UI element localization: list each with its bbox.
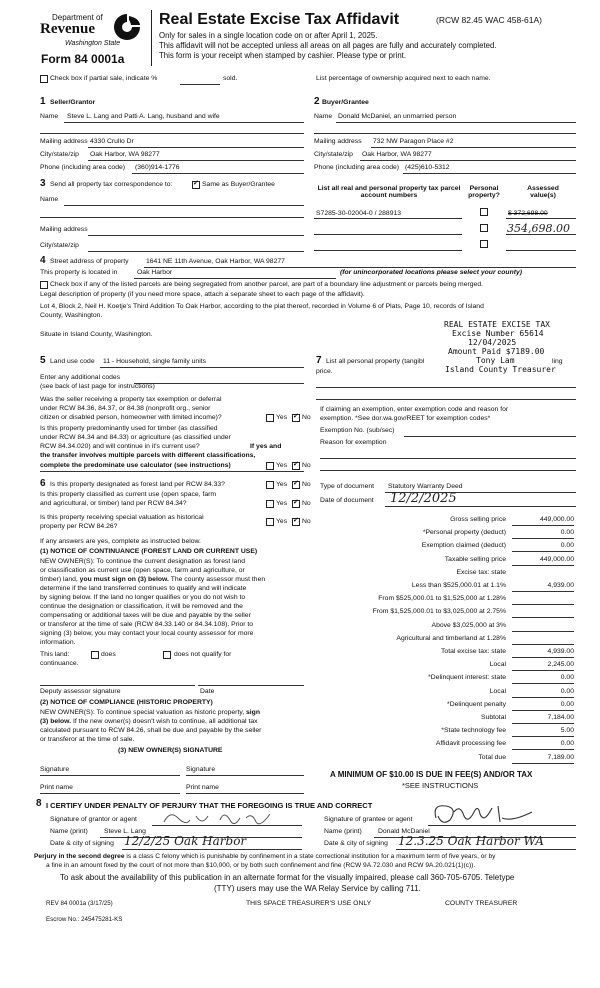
grantor-date-label: Date & city of signing [50,840,114,847]
tax-row-value[interactable]: 449,000.00 [539,516,574,523]
yes-label: Yes [276,500,288,507]
section-1-number: 1 [40,96,46,107]
form-number: Form 84 0001a [41,52,125,66]
land-does-not-checkbox[interactable] [163,651,171,659]
grantor-name[interactable]: Steve L. Lang [104,828,146,835]
perjury-text: is a class C felony which is punishable by confinement in a state correctional institution for a maximum term of five years, or by [126,853,496,860]
tax-row-line [512,736,574,737]
buyer-city[interactable]: Oak Harbor, WA 98277 [362,151,432,158]
tax-row-label: *Delinquent penalty [447,701,506,708]
tax-row-value[interactable]: 0.00 [560,542,574,549]
owner-print-label-1: Print name [40,784,73,791]
stamp-line-4: Amount Paid $7189.00 [448,347,545,356]
tax-row-line [512,538,574,539]
pct-note: List percentage of ownership acquired next to each name. [316,75,491,82]
parcel-col-header: List all real and personal property tax parcel account numbers [317,185,461,199]
tax-row-label: Exemption claimed (deduct) [421,542,506,549]
seller-name[interactable]: Steve L. Lang and Patti A. Lang, husband and wife [67,113,220,120]
exemption-question-2: under RCW 84.36, 84.37, or 84.38 (nonprofit org., senior [40,405,211,412]
dor-emblem-icon [112,12,142,42]
timber-question-2: under RCW 84.34 and 84.33) or agriculture (as classified under [40,434,231,441]
header-divider [151,10,152,66]
notice-2-title: (2) NOTICE OF COMPLIANCE (HISTORIC PROPERTY) [40,699,213,706]
tax-row-label: Agricultural and timberland at 1.28% [396,635,506,642]
owner-signature-label-2: Signature [186,766,216,773]
tax-row-label: Excise tax: state [456,569,506,576]
partial-pct-field[interactable] [180,84,220,85]
notice-2-line [40,709,260,716]
exemption-no-label: Exemption No. (sub/sec) [320,427,395,434]
forest-question: Is this property designated as forest land per RCW 84.33? [50,481,225,488]
land-does-label: does [101,651,116,658]
section-2-number: 2 [314,96,320,107]
forest-no-checkbox[interactable] [292,481,300,489]
tax-row-value[interactable]: 2,245.00 [547,661,574,668]
tax-row-label: Taxable selling price [444,556,506,563]
tax-row-line [512,683,574,684]
forest-yes-checkbox[interactable] [266,481,274,489]
buyer-mail-label: Mailing address [314,138,362,145]
situate-line: Situate in Island County, Washington. [40,331,153,338]
tax-row-label: *Personal property (deduct) [422,529,506,536]
segregation-label: Check box if any of the listed parcels are being segregated from another parcel, are part of a boundary line adjustment or parcels being merged. [50,281,483,288]
see-instructions: *SEE INSTRUCTIONS [402,781,479,790]
current-use-question-1: Is this property classified as current use (open space, farm [40,491,217,498]
timber-no-checkbox[interactable] [292,462,300,470]
land-use-code[interactable]: 11 - Household, single family units [103,358,207,365]
notice-1-line: continue the designation or classification, it will be removed and the [40,603,243,610]
historic-yes-checkbox[interactable] [266,518,274,526]
section-6-number: 6 [40,478,46,489]
grantor-sig-label: Signature of grantor or agent [50,816,137,823]
certify-statement: I CERTIFY UNDER PENALTY OF PERJURY THAT THE FOREGOING IS TRUE AND CORRECT [46,801,373,810]
tax-row-label: Above $3,025,000 at 3% [431,622,506,629]
notice-2-line [40,718,258,725]
tax-row-label: Total due [478,754,506,761]
grantor-date-city[interactable]: 12/2/25 Oak Harbor [124,834,247,848]
stamp-line-1: REAL ESTATE EXCISE TAX [444,320,550,329]
tax-row-line [512,631,574,632]
notice-2-line: or transferor at the time of sale. [40,736,135,743]
header-line-1: Only for sales in a single location code on or after April 1, 2025. [159,31,378,40]
section-7-number: 7 [316,355,322,366]
yes-label: Yes [276,481,288,488]
accessibility-line-2: (TTY) users may use the WA Relay Service by calling 711. [214,884,421,893]
tax-row-line [512,697,574,698]
legal-line-1: Lot 4, Block 2, Neil H. Koetje's Third Addition To Oak Harbor, according to the plat thereof, recorded in Volume 6 of Plats, Page 10, records of Island [40,303,484,310]
tax-row-line [512,551,574,552]
same-as-buyer-label: Same as Buyer/Grantee [202,181,275,188]
historic-question-2: property per RCW 84.26? [40,523,118,530]
grantee-date-city[interactable]: 12.3.25 Oak Harbor WA [398,834,544,848]
grantee-signature-icon [430,800,540,828]
current-use-yes-checkbox[interactable] [266,500,274,508]
county-treasurer-label: COUNTY TREASURER [445,900,518,907]
legal-label: Legal description of property (if you need more space, attach a separate sheet to each page of the affidavit). [40,291,365,298]
tax-row-line [512,749,574,750]
logo-state: Washington State [65,40,121,47]
notice-3-title: (3) NEW OWNER(S) SIGNATURE [118,747,223,754]
personal-property-checkbox-3[interactable] [480,240,488,248]
notice-1-line: by signing below. If the land no longer qualifies or you do not wish to [40,594,246,601]
same-as-buyer-checkbox[interactable] [192,181,200,189]
tax-row-label: *Delinquent interest: state [428,674,506,681]
timber-question-4: If yes and [250,443,282,450]
tax-row-label: Total excise tax: state [441,648,506,655]
stamp-line-5: Tony Lam [476,356,515,365]
grantee-name-label: Name (print) [324,828,362,835]
land-does-checkbox[interactable] [91,651,99,659]
tax-row-line [512,670,574,671]
timber-question-3: RCW 84.34.020) and will continue in it's current use? [40,443,200,450]
doc-type-label: Type of document [320,483,375,490]
location-note: (for unincorporated locations please select your county) [340,269,523,276]
section-5-number: 5 [40,355,46,366]
logo-dept: Department of [52,13,103,22]
buyer-name-label: Name [314,113,333,120]
tax-corr-label: Send all property tax correspondence to: [50,181,173,188]
deputy-date-label: Date [200,688,215,695]
personal-property-checkbox-1[interactable] [480,208,488,216]
header-line-3: This form is your receipt when stamped by cashier. Please type or print. [159,51,407,60]
corr-name-label: Name [40,196,59,203]
tax-row-value[interactable]: 7,189.00 [547,754,574,761]
timber-question-1: Is this property predominantly used for timber (as classified [40,425,218,432]
assessed-col-header: Assessed value(s) [527,185,559,199]
reason-label: Reason for exemption [320,439,387,446]
answers-note: If any answers are yes, complete as instructed below. [40,538,201,545]
personal-prop-price: price. [316,368,333,375]
section-4-number: 4 [40,255,46,266]
doc-type[interactable]: Statutory Warranty Deed [388,483,463,490]
historic-no-checkbox[interactable] [292,518,300,526]
exemption-question-1: Was the seller receiving a property tax exemption or deferral [40,396,222,403]
treasurer-use-label: THIS SPACE TREASURER'S USE ONLY [246,900,372,907]
tax-row-line [512,604,574,605]
current-use-question-2: and agricultural, or timber) land per RCW 84.34? [40,500,187,507]
tax-row-line [512,591,574,592]
stamp-line-2: Excise Number 65614 [452,329,544,338]
no-label: No [302,518,311,525]
buyer-phone[interactable]: (425)610-5312 [405,164,450,171]
land-label: This land: [40,651,70,658]
doc-date-label: Date of document [320,497,374,504]
notice-1-line: information. [40,639,76,646]
tax-row-label: From $525,000.01 to $1,525,000 at 1.28% [378,595,506,602]
perjury-heading: Perjury in the second degree [34,853,125,860]
grantee-name[interactable]: Donald McDaniel [378,828,430,835]
buyer-phone-label: Phone (including area code) [314,164,400,171]
tax-row-line [512,657,574,658]
parcel-number[interactable]: S7285-30-02004-0 / 288913 [316,210,402,217]
escrow-number: Escrow No.: 245475281-KS [46,916,123,923]
tax-row-value[interactable]: 5.00 [560,727,574,734]
notice-1-title: (1) NOTICE OF CONTINUANCE (FOREST LAND OR CURRENT USE) [40,548,258,555]
tax-row-line [512,617,574,618]
location[interactable]: Oak Harbor [137,269,173,276]
tax-row-label: Gross selling price [450,516,506,523]
segregation-checkbox[interactable] [40,281,48,289]
buyer-name[interactable]: Donald McDaniel, an unmarried person [338,113,457,120]
partial-sale-checkbox[interactable] [40,75,48,83]
tax-row-line [512,763,574,764]
personal-col-header: Personal property? [468,185,500,199]
exemption-no-checkbox[interactable] [292,414,300,422]
timber-question-5: the transfer involves multiple parcels with different classifications, [40,452,256,459]
owner-signature-field-2[interactable] [186,775,304,776]
notice-1-fragment: The county assessor must then [170,576,266,583]
header-line-2: This affidavit will not be accepted unless all areas on all pages are fully and accurately completed. [159,41,497,50]
no-label: No [302,462,311,469]
rcw-reference: (RCW 82.45 WAC 458-61A) [436,15,542,25]
see-back-label: (see back of last page for instructions) [40,383,155,390]
no-label: No [302,500,311,507]
tax-row-line [512,565,574,566]
perjury-line-2: a fine in an amount fixed by the court of not more than $10,000, or by both such confinement and fine (RCW 9A.72.030 and RCW 9A.20.021(1)(c)). [46,862,476,869]
notice-1-line: determine if the land transferred continues to qualify and will indicate [40,585,247,592]
assessed-value-handwritten: 354,698.00 [507,222,570,235]
grantor-signature-icon [160,806,280,830]
tax-row-line [512,710,574,711]
timber-question-6: complete the predominate use calculator (see instructions) [40,462,231,469]
exemption-claim-1: If claiming an exemption, enter exemption code and reason for [320,406,509,413]
logo-revenue: Revenue [40,21,95,37]
stamp-line-3: 12/04/2025 [468,338,517,347]
stamp-line-6: Island County Treasurer [445,365,556,374]
tax-row-value[interactable]: 0.00 [560,529,574,536]
seller-mail[interactable]: 4330 Crullo Dr [90,138,134,145]
deputy-signature-field[interactable] [40,685,195,686]
buyer-city-label: City/state/zip [314,151,353,158]
notice-1-fragment: timber) land, [40,576,78,583]
tax-row-line [512,723,574,724]
seller-city-label: City/state/zip [40,151,79,158]
deputy-date-field[interactable] [198,685,304,686]
tax-row-value[interactable]: 4,939.00 [547,648,574,655]
exemption-question-3: citizen or disabled person, homeowner with limited income)? [40,414,222,421]
grantee-date-label: Date & city of signing [324,840,388,847]
land-use-label: Land use code [50,358,95,365]
assessed-value-struck: $ 372,698.00 [508,210,548,217]
seller-mail-label: Mailing address [40,138,88,145]
page-title: Real Estate Excise Tax Affidavit [159,11,400,28]
section-1-title: Seller/Grantor [50,99,96,106]
notice-1-line: NEW OWNER(S): To continue the current designation as forest land [40,558,246,565]
minimum-due-note: A MINIMUM OF $10.00 IS DUE IN FEE(S) AND/OR TAX [330,770,533,779]
no-label: No [302,481,311,488]
timber-yes-checkbox[interactable] [266,462,274,470]
exemption-yes-checkbox[interactable] [266,414,274,422]
legal-line-2: County, Washington. [40,312,103,319]
tax-row-line [512,644,574,645]
yes-label: Yes [276,462,288,469]
section-8-number: 8 [36,798,42,809]
notice-2-emphasis: sign [246,709,260,716]
no-label: No [302,414,311,421]
street-label: Street address of property [50,258,129,265]
exemption-claim-2: exemption. *See dor.wa.gov/REET for exemption codes* [320,415,491,422]
tax-row-label: Affidavit processing fee [435,740,506,747]
tax-row-value[interactable]: 0.00 [560,688,574,695]
notice-1-line: or classification as current use (open space, farm and agriculture, or [40,567,245,574]
notice-2-fragment: NEW OWNER(S): To continue special valuation as historic property, [40,709,245,716]
tax-row-label: *State technology fee [441,727,506,734]
personal-prop-label-end: ling [552,358,563,365]
grantee-sig-label: Signature of grantee or agent [324,816,413,823]
corr-city-label: City/state/zip [40,242,79,249]
owner-signature-field-1[interactable] [40,775,180,776]
notice-2-fragment: If the new owner(s) doesn't wish to continue, all additional tax [72,718,258,725]
tax-row-value[interactable]: 4,939.00 [547,582,574,589]
owner-print-field-2[interactable] [186,793,304,794]
seller-city[interactable]: Oak Harbor, WA 98277 [90,151,160,158]
additional-codes-label: Enter any additional codes [40,374,121,381]
corr-mail-label: Mailing address [40,226,88,233]
located-label: This property is located in [40,269,118,276]
personal-property-checkbox-2[interactable] [480,224,488,232]
yes-label: Yes [276,518,288,525]
perjury-line-1 [34,853,495,860]
tax-row-label: Subtotal [481,714,506,721]
tax-row-line [512,525,574,526]
deputy-label: Deputy assessor signature [40,688,121,695]
continuance-label: continuance. [40,660,79,667]
doc-date[interactable]: 12/2/2025 [390,491,457,506]
notice-1-line: or transferor at the time of sale (RCW 84.33.140 or 84.34.108). Prior to [40,621,254,628]
land-does-not-label: does not qualify for [174,651,232,658]
yes-label: Yes [276,414,288,421]
accessibility-line-1: To ask about the availability of this publication in an alternate format for the visually impaired, please call 360-705-6705. Teletype [60,873,515,882]
notice-1-line: signing (3) below, you may contact your local county assessor for more [40,630,254,637]
seller-phone[interactable]: (360)914-1776 [135,164,180,171]
notice-2-line: calculated pursuant to RCW 84.26, shall be due and payable by the seller [40,727,262,734]
grantor-name-label: Name (print) [50,828,88,835]
partial-sale-label: Check box if partial sale, indicate % [50,75,158,82]
notice-2-emphasis: (3) below. [40,718,72,725]
owner-print-field-1[interactable] [40,793,180,794]
partial-sold-label: sold. [223,75,238,82]
owner-print-label-2: Print name [186,784,219,791]
tax-row-value[interactable]: 0.00 [560,740,574,747]
notice-1-line [40,576,265,583]
tax-row-label: Local [489,661,506,668]
tax-row-value[interactable]: 449,000.00 [539,556,574,563]
notice-1-line: compensating or additional taxes will be due and payable by the seller [40,612,251,619]
personal-prop-label: List all personal property (tangibl [326,358,425,365]
notice-1-emphasis: you must sign on (3) below. [79,576,169,583]
tax-row-value[interactable]: 0.00 [560,701,574,708]
tax-row-value[interactable]: 7,184.00 [547,714,574,721]
tax-row-label: Local [489,688,506,695]
historic-question-1: Is this property receiving special valuation as historical [40,514,204,521]
owner-signature-label-1: Signature [40,766,70,773]
section-3-number: 3 [40,178,46,189]
revision-label: REV 84 0001a (3/17/25) [46,900,113,907]
section-2-title: Buyer/Grantee [322,99,369,106]
street-address[interactable]: 1641 NE 11th Avenue, Oak Harbor, WA 98277 [146,258,285,265]
tax-row-value[interactable]: 0.00 [560,674,574,681]
seller-name-label: Name [40,113,59,120]
buyer-mail[interactable]: 732 NW Paragon Place #2 [373,138,454,145]
exemption-no-field[interactable] [404,436,576,437]
tax-row-label: From $1,525,000.01 to $3,025,000 at 2.75% [372,608,506,615]
seller-phone-label: Phone (including area code) [40,164,126,171]
tax-row-label: Less than $525,000.01 at 1.1% [411,582,506,589]
current-use-no-checkbox[interactable] [292,500,300,508]
